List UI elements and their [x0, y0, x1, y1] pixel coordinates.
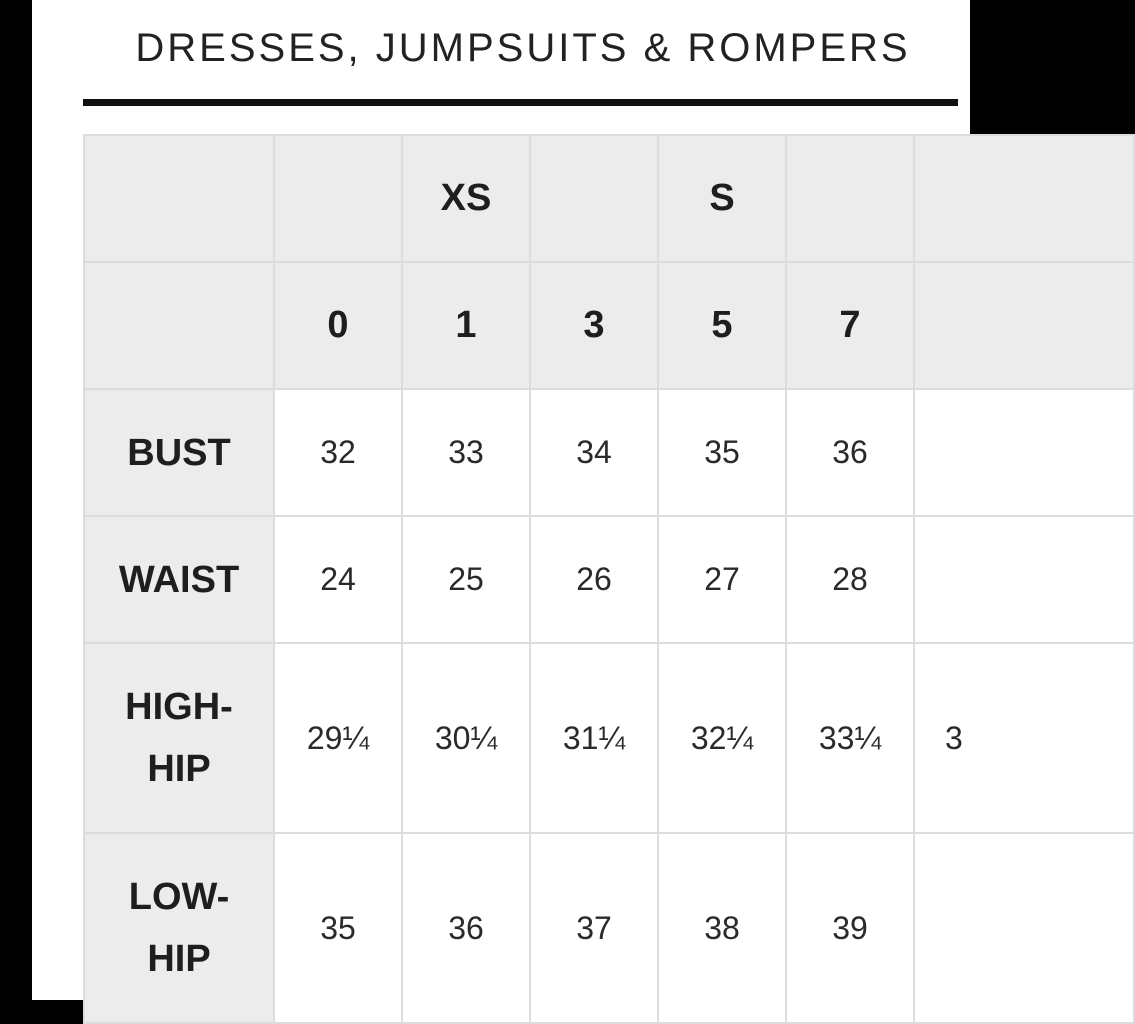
measurement-cell: 29¼: [274, 643, 402, 833]
size-letter-cell: S: [658, 135, 786, 262]
measurement-cell: 24: [274, 516, 402, 643]
size-letter-row: [84, 135, 1134, 262]
size-number-cell: 3: [530, 262, 658, 389]
measurement-cell: 28: [786, 516, 914, 643]
table-row: [84, 389, 1134, 516]
page-title: DRESSES, JUMPSUITS & ROMPERS: [135, 26, 911, 70]
corner-cell: [84, 135, 274, 262]
corner-cell: [84, 262, 274, 389]
measurement-cell: 27: [658, 516, 786, 643]
size-letter-cell: [274, 135, 402, 262]
table-row: [84, 833, 1134, 1023]
size-number-cell: [914, 262, 1134, 389]
measurement-cell: [914, 389, 1134, 516]
measurement-cell: 33¼: [786, 643, 914, 833]
size-number-cell: 5: [658, 262, 786, 389]
size-number-cell: 1: [402, 262, 530, 389]
measurement-cell: 26: [530, 516, 658, 643]
measurement-cell: 35: [274, 833, 402, 1023]
row-label-high-hip: [84, 643, 274, 833]
measurement-cell: 32¼: [658, 643, 786, 833]
measurement-cell: 33: [402, 389, 530, 516]
measurement-cell: 30¼: [402, 643, 530, 833]
row-label-text: LOW-HIP: [128, 876, 230, 980]
measurement-cell: 39: [786, 833, 914, 1023]
size-number-row: [84, 262, 1134, 389]
measurement-cell: [914, 833, 1134, 1023]
size-letter-cell: [530, 135, 658, 262]
measurement-cell: 36: [786, 389, 914, 516]
measurement-cell: 3: [914, 643, 1134, 833]
size-chart-page: [32, 0, 970, 1000]
measurement-cell: 31¼: [530, 643, 658, 833]
table-row: [84, 643, 1134, 833]
size-number-cell: 7: [786, 262, 914, 389]
measurement-cell: 35: [658, 389, 786, 516]
measurement-cell: [914, 516, 1134, 643]
size-number-cell: 0: [274, 262, 402, 389]
measurement-cell: 25: [402, 516, 530, 643]
size-table: [83, 134, 1135, 1024]
measurement-cell: 37: [530, 833, 658, 1023]
row-label-low-hip: [84, 833, 274, 1023]
size-letter-cell: [786, 135, 914, 262]
row-label-waist: WAIST: [84, 516, 274, 643]
row-label-bust: BUST: [84, 389, 274, 516]
title-divider: [83, 99, 958, 106]
size-table-container[interactable]: [83, 134, 963, 1014]
measurement-cell: 36: [402, 833, 530, 1023]
size-letter-cell: XS: [402, 135, 530, 262]
measurement-cell: 38: [658, 833, 786, 1023]
row-label-text: HIGH-HIP: [125, 686, 233, 790]
size-letter-cell: [914, 135, 1134, 262]
measurement-cell: 34: [530, 389, 658, 516]
measurement-cell: 32: [274, 389, 402, 516]
table-row: [84, 516, 1134, 643]
